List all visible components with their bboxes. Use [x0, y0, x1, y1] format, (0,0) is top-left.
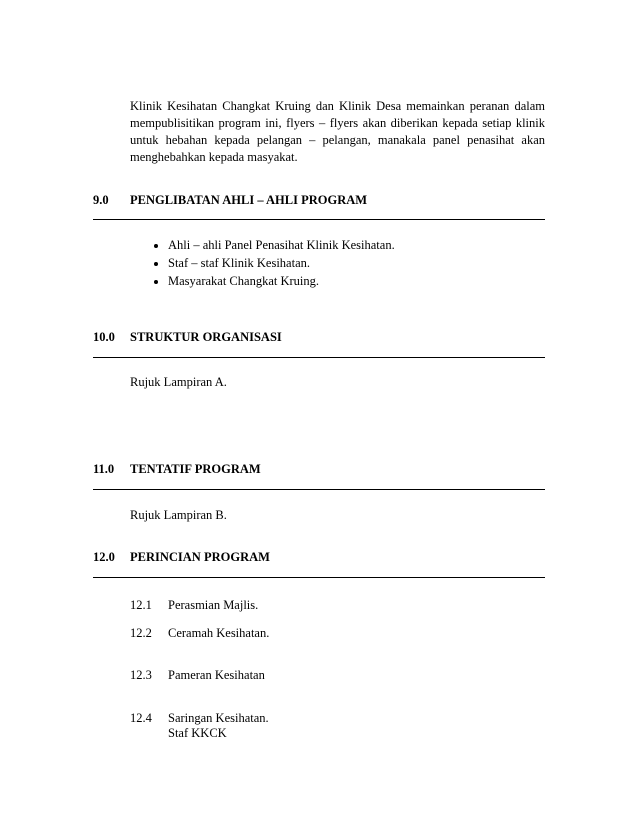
detail-number: 12.1: [130, 598, 152, 612]
section-number: 9.0: [93, 193, 109, 207]
section-divider: [93, 357, 545, 358]
section-divider: [93, 219, 545, 220]
list-item: • Staf – staf Klinik Kesihatan.: [168, 254, 395, 272]
section-number: 10.0: [93, 330, 115, 344]
section-title: STRUKTUR ORGANISASI: [130, 330, 282, 344]
detail-text: Ceramah Kesihatan.: [168, 626, 270, 640]
section-divider: [93, 577, 545, 578]
detail-number: 12.4: [130, 711, 152, 725]
intro-paragraph: Klinik Kesihatan Changkat Kruing dan Klinik Desa memainkan peranan dalam mempublisitikan program ini, flyers – flyers akan diberikan kepada setiap klinik untuk hebahan kepada pelangan – pelangan, manakala panel penasihat akan menghebahkan kepada masyakat.: [130, 99, 545, 164]
detail-number: 12.2: [130, 626, 152, 640]
tentatif-reference: Rujuk Lampiran B.: [130, 508, 227, 522]
detail-text: Saringan Kesihatan.: [168, 711, 269, 725]
section-title: PENGLIBATAN AHLI – AHLI PROGRAM: [130, 193, 368, 207]
detail-number: 12.3: [130, 668, 152, 682]
detail-subtext: Staf KKCK: [168, 726, 227, 740]
section-divider: [93, 489, 545, 490]
section-number: 11.0: [93, 462, 115, 476]
org-reference: Rujuk Lampiran A.: [130, 375, 227, 389]
section-number: 12.0: [93, 550, 115, 564]
list-item: • Masyarakat Changkat Kruing.: [168, 272, 395, 290]
detail-text: Perasmian Majlis.: [168, 598, 259, 612]
detail-text: Pameran Kesihatan: [168, 668, 265, 682]
section-title: PERINCIAN PROGRAM: [130, 550, 270, 564]
list-item: • Ahli – ahli Panel Penasihat Klinik Kesihatan.: [168, 236, 395, 254]
section-title: TENTATIF PROGRAM: [130, 462, 261, 476]
member-list: [130, 236, 395, 290]
